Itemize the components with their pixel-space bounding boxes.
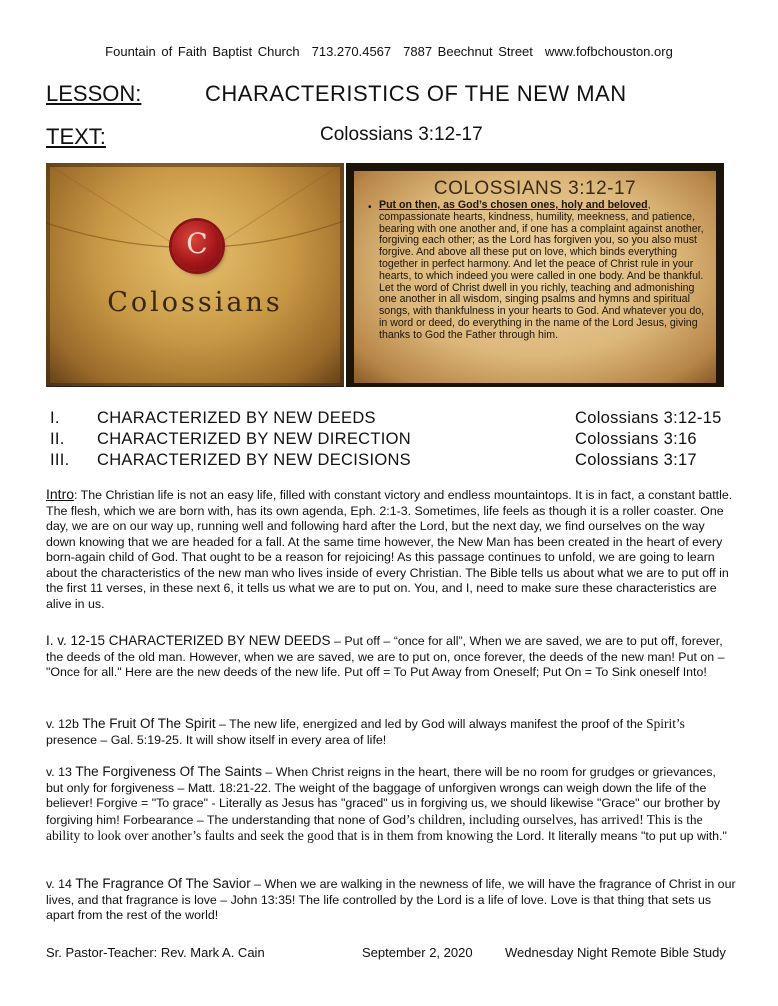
v13-tail: Lord. It literally means "to put up with." bbox=[512, 829, 727, 843]
bullet-icon: • bbox=[368, 202, 372, 213]
v13-paragraph bbox=[46, 764, 736, 845]
v14-heading: The Fragrance Of The Savior bbox=[75, 876, 251, 891]
church-address: 7887 Beechnut Street bbox=[403, 44, 533, 59]
v13-ref: v. 13 bbox=[46, 765, 76, 779]
intro-paragraph bbox=[46, 487, 736, 612]
lesson-title: CHARACTERISTICS OF THE NEW MAN bbox=[205, 81, 627, 106]
text-label: TEXT: bbox=[46, 124, 106, 149]
intro-body: : The Christian life is not an easy life, filled with constant victory and endless mountaintops. It is in fact, a constant battle. The flesh, which we are born with, has its own agenda, Eph. 2:1-3. Sometimes, life feels as though it is a roller coaster. One day, we are on our way up, running well and following hard after the Lord, but the next day, we find ourselves on the way down knowing that we are headed for a fall. At the same time however, the New Man has been created in the heart of every born-again child of God. That ought to be a reason for rejoicing! As this passage continues to unfold, we are going to learn about the characteristics of the new man who lives inside of every Christian. The Bible tells us about what we are to put off in the first 11 verses, in these next 6, it tells us what we are to put on. You, and I, need to make sure these characteristics are alive in us. bbox=[46, 488, 733, 611]
outline-text-1: CHARACTERIZED BY NEW DEEDS bbox=[97, 409, 376, 427]
lesson-label: LESSON: bbox=[46, 81, 142, 106]
v14-body: – When we are walking in the newness of life, we will have the fragrance of Christ in our lives, and that fragrance is love – John 13:35! The life controlled by the Lord is a life of love. Love is that thing that sets us apart from the rest of the world! bbox=[46, 877, 736, 922]
section1-paragraph bbox=[46, 633, 736, 681]
intro-label: Intro bbox=[46, 486, 75, 502]
v12b-paragraph bbox=[46, 716, 736, 748]
section1-body: – Put off – “once for all”, When we are saved, we are to put off, forever, the deeds of the old man. However, when we are saved, we are to put on, once forever, the deeds of the new man! Put on – "Once for all." Here are the new deeds of the new life. Put off = To Put Away from Oneself; Put On = To Sink oneself Into! bbox=[46, 634, 725, 679]
colossians-seal-image bbox=[46, 163, 344, 387]
church-header bbox=[0, 44, 778, 59]
parchment-folds bbox=[46, 163, 344, 387]
footer-date: September 2, 2020 bbox=[362, 945, 473, 960]
v14-paragraph bbox=[46, 876, 736, 924]
v12b-serif: e Spirit’s bbox=[636, 716, 685, 731]
outline-num-3: III. bbox=[50, 451, 70, 469]
v12b-ref: v. 12b bbox=[46, 717, 83, 731]
v12b-tail: presence – Gal. 5:19-25. It will show itself in every area of life! bbox=[46, 732, 387, 747]
verse-rest: , compassionate hearts, kindness, humility, meekness, and patience, bearing with one another and, if one has a complaint against another, forgiving each other; as the Lord has forgiven you, so you also must forgive. And above all these put on love, which binds everything together in perfect harmony. And let the peace of Christ rule in your hearts, to which indeed you were called in one body. And be thankful. Let the word of Christ dwell in you richly, teaching and admonishing one another in all wisdom, singing psalms and hymns and spiritual songs, with thankfulness in your hearts to God. And whatever you do, in word or deed, do everything in the name of the Lord Jesus, giving thanks to God the Father through him. bbox=[379, 199, 705, 341]
church-name: Fountain of Faith Baptist Church bbox=[105, 44, 300, 59]
verse-scroll-image bbox=[346, 163, 724, 387]
wax-seal-icon bbox=[172, 221, 222, 271]
footer-study: Wednesday Night Remote Bible Study bbox=[505, 945, 726, 960]
verse-title: COLOSSIANS 3:12-17 bbox=[433, 178, 637, 199]
outline-ref-1: Colossians 3:12-15 bbox=[575, 409, 722, 427]
parchment-scroll bbox=[354, 171, 716, 383]
image-underline bbox=[46, 386, 344, 387]
v13-body: – When Christ reigns in the heart, there will be no room for grudges or grievances, but only for forgiveness – Matt. 18:21-22. The weight of the baggage of unforgiven wrongs can weigh down the life of the believer! Forgive = "To grace" - Literally as Jesus has "graced" us in forgiving us, we should likewise "Grace" our brother by forgiving him! Forbearance – The understanding that none of God bbox=[46, 765, 721, 827]
v12b-heading: The Fruit Of The Spirit bbox=[82, 716, 216, 731]
church-phone: 713.270.4567 bbox=[311, 44, 392, 59]
outline-num-1: I. bbox=[50, 409, 60, 427]
colossians-word: Colossians bbox=[107, 287, 283, 318]
section1-lead: I. v. 12-15 CHARACTERIZED BY NEW DEEDS bbox=[46, 633, 331, 648]
footer-pastor: Sr. Pastor-Teacher: Rev. Mark A. Cain bbox=[46, 945, 265, 960]
outline-ref-3: Colossians 3:17 bbox=[575, 451, 697, 469]
outline-text-2: CHARACTERIZED BY NEW DIRECTION bbox=[97, 430, 411, 448]
outline-ref-2: Colossians 3:16 bbox=[575, 430, 697, 448]
verse-text bbox=[379, 200, 706, 342]
church-website[interactable]: www.fofbchouston.org bbox=[544, 44, 673, 59]
v13-heading: The Forgiveness Of The Saints bbox=[75, 764, 262, 779]
text-reference: Colossians 3:12-17 bbox=[320, 124, 483, 145]
v12b-body: – The new life, energized and led by God will always manifest the proof of th bbox=[215, 717, 637, 731]
outline-num-2: II. bbox=[50, 430, 65, 448]
verse-underlined: Put on then, as God’s chosen ones, holy and beloved bbox=[379, 199, 648, 211]
outline-text-3: CHARACTERIZED BY NEW DECISIONS bbox=[97, 451, 411, 469]
v14-ref: v. 14 bbox=[46, 877, 76, 891]
seal-letter: C bbox=[186, 227, 208, 260]
v13-serif: ’s children, including ourselves, has arrived! This is the ability to look over another’s faults and seek the good that is in them from knowing the bbox=[46, 811, 703, 843]
